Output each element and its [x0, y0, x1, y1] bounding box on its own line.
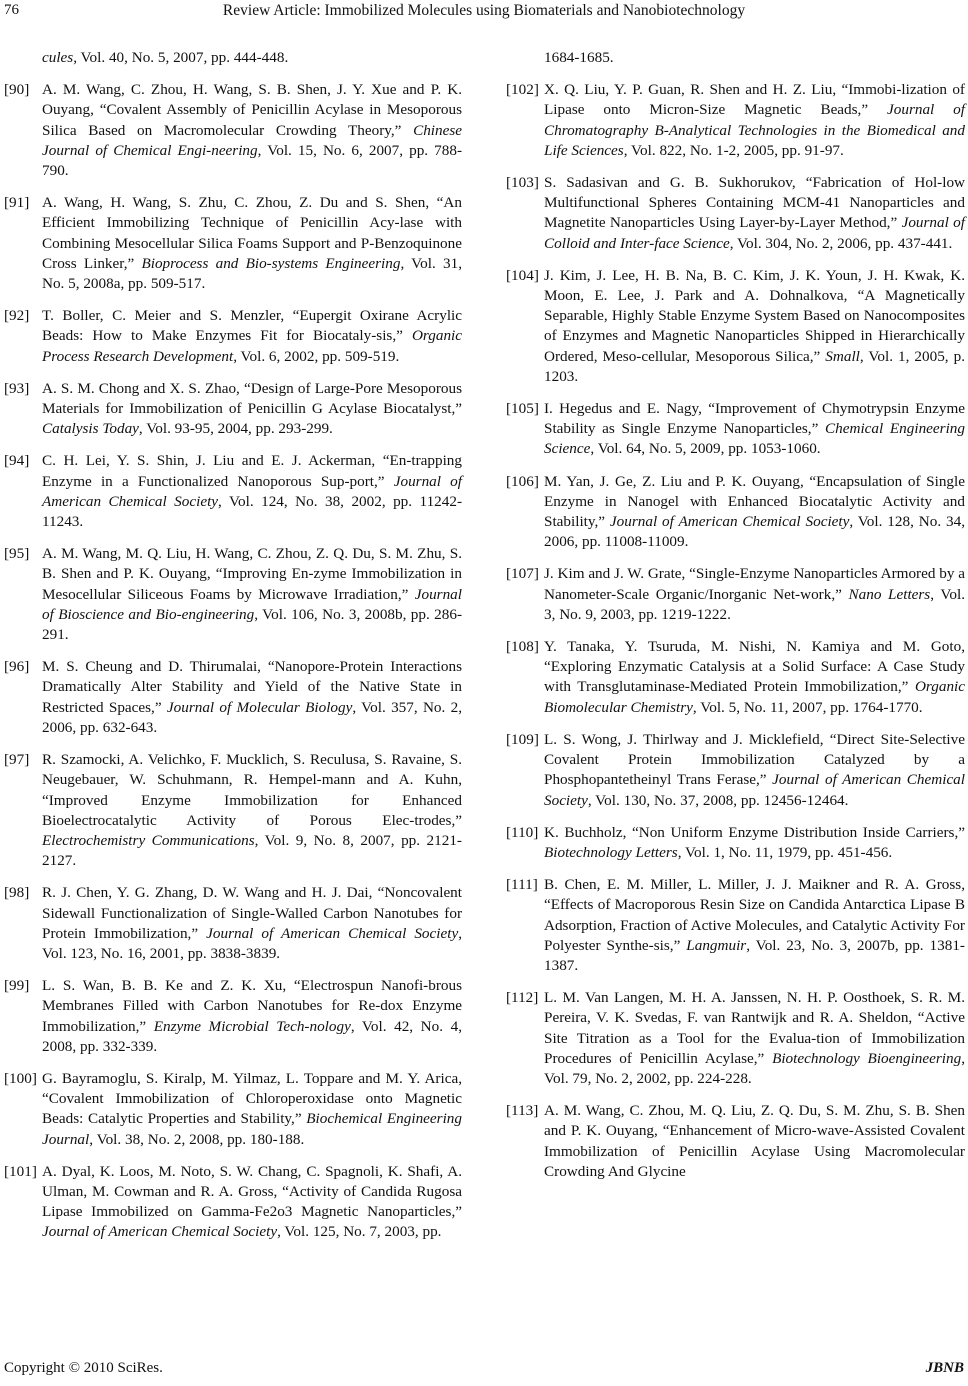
- reference-details: , Vol. 304, No. 2, 2006, pp. 437-441.: [729, 234, 953, 252]
- reference-journal: Biotechnology Letters: [544, 843, 678, 861]
- reference-details: , Vol. 31, No. 5, 2008a, pp. 509-517.: [42, 254, 462, 293]
- reference-journal: Enzyme Microbial Tech-nology: [153, 1017, 351, 1035]
- reference-entry: [4, 657, 462, 738]
- reference-number: [101]: [4, 1162, 37, 1180]
- reference-number: [90]: [4, 81, 30, 99]
- reference-number: [113]: [506, 1102, 539, 1120]
- reference-journal: Electrochemistry Communications: [42, 831, 255, 849]
- reference-details: , Vol. 93-95, 2004, pp. 293-299.: [138, 420, 333, 438]
- reference-details: , Vol. 64, No. 5, 2009, pp. 1053-1060.: [590, 440, 821, 458]
- reference-journal: Journal of Bioscience and Bio-engineering: [42, 585, 462, 623]
- reference-details: , Vol. 124, No. 38, 2002, pp. 11242-11243.: [42, 492, 462, 531]
- reference-details: , Vol. 822, No. 1-2, 2005, pp. 91-97.: [623, 141, 844, 159]
- reference-entry: [506, 80, 965, 161]
- reference-journal: Biochemical Engineering Journal: [42, 1110, 462, 1148]
- reference-authors-title: L. S. Wan, B. B. Ke and Z. K. Xu, “Electrospun Nanofi-brous Membranes Filled with Carbon Nanotubes for Re-dox Enzyme Immobilization,”: [42, 977, 462, 1035]
- reference-authors-title: M. Yan, J. Ge, Z. Liu and P. K. Ouyang, “Encapsulation of Single Enzyme in Nanogel with Enhanced Biocatalytic Activity and Stability,”: [544, 472, 965, 531]
- reference-journal: Nano Letters: [848, 585, 931, 603]
- reference-details: , Vol. 1, No. 11, 1979, pp. 451-456.: [677, 843, 893, 861]
- reference-journal: Organic Process Research Development: [42, 327, 462, 365]
- reference-details: , Vol. 15, No. 6, 2007, pp. 788-790.: [42, 141, 462, 180]
- reference-journal: Biotechnology Bioengineering: [772, 1049, 962, 1067]
- reference-details: , Vol. 23, No. 3, 2007b, pp. 1381-1387.: [544, 936, 965, 974]
- reference-authors-title: C. H. Lei, Y. S. Shin, J. Liu and E. J. Ackerman, “En-trapping Enzyme in a Functionalized Nanoporous Sup-port,”: [42, 452, 462, 490]
- reference-journal: Journal of Chromatography B-Analytical Technologies in the Biomedical and Life Sciences: [544, 101, 965, 159]
- reference-journal: Journal of American Chemical Society: [609, 513, 850, 531]
- reference-entry: [4, 1162, 462, 1243]
- right-column: [506, 48, 965, 1194]
- reference-number: [102]: [506, 81, 539, 99]
- continuation-text: 1684-1685.: [544, 49, 614, 66]
- reference-journal: Catalysis Today: [42, 420, 139, 438]
- reference-authors-title: Y. Tanaka, Y. Tsuruda, M. Nishi, N. Kamiya and M. Goto, “Exploring Enzymatic Catalysis at a Solid Surface: A Case Study with Transglutaminase-Mediated Protein Immobilization,”: [544, 638, 965, 696]
- reference-journal: Small: [825, 347, 860, 365]
- reference-entry: [4, 883, 462, 964]
- page-header: [0, 0, 968, 22]
- reference-entry: [506, 564, 965, 625]
- reference-authors-title: J. Kim, J. Lee, H. B. Na, B. C. Kim, J. K. Youn, J. H. Kwak, K. Moon, E. Lee, J. Park and A. Dohnalkova, “A Magnetically Separable, Highly Stable Enzyme System Based on Nanocomposites of Enzymes and Magnetic Nanoparticles Shipped in Hierarchically Ordered, Meso-cellular, Mesoporous Silica,”: [544, 266, 965, 365]
- left-column: [4, 48, 462, 1255]
- reference-journal: Journal of American Chemical Society: [206, 924, 459, 942]
- reference-entry: [4, 976, 462, 1057]
- reference-number: [109]: [506, 730, 539, 748]
- reference-journal: Bioprocess and Bio-systems Engineering: [141, 254, 401, 272]
- reference-details: , Vol. 1, 2005, p. 1203.: [544, 347, 965, 385]
- reference-entry: [506, 988, 965, 1089]
- reference-authors-title: A. Wang, H. Wang, S. Zhu, C. Zhou, Z. Du and S. Shen, “An Efficient Immobilizing Technique of Penicillin Acy-lase with Combining Mesocellular Silica Foams Support and P-Benzoquinone Cross Linker,”: [42, 194, 462, 272]
- reference-entry: [506, 266, 965, 387]
- reference-details: , Vol. 6, 2002, pp. 509-519.: [233, 347, 400, 365]
- reference-entry: [4, 451, 462, 532]
- reference-journal: Chinese Journal of Chemical Engi-neering: [42, 121, 462, 159]
- continuation-text: , Vol. 40, No. 5, 2007, pp. 444-448.: [73, 49, 289, 66]
- reference-details: , Vol. 123, No. 16, 2001, pp. 3838-3839.: [42, 924, 462, 962]
- reference-details: , Vol. 3, No. 9, 2003, pp. 1219-1222.: [544, 585, 965, 623]
- reference-authors-title: S. Sadasivan and G. B. Sukhorukov, “Fabrication of Hol-low Multifunctional Spheres Containing MCM-41 Nanoparticles and Magnetite Nanoparticles Using Layer-by-Layer Method,”: [544, 174, 965, 232]
- reference-authors-title: M. S. Cheung and D. Thirumalai, “Nanopore-Protein Interactions Dramatically Alter Stability and Yield of the Native State in Restricted Spaces,”: [42, 658, 462, 716]
- reference-number: [94]: [4, 452, 30, 470]
- reference-entry: [4, 379, 462, 440]
- reference-entry: [4, 750, 462, 871]
- reference-authors-title: T. Boller, C. Meier and S. Menzler, “Eupergit Oxirane Acrylic Beads: How to Make Enzymes Fit for Biocataly-sis,”: [42, 307, 462, 345]
- reference-continuation: [4, 48, 462, 68]
- reference-number: [100]: [4, 1069, 37, 1087]
- reference-entry: [4, 80, 462, 181]
- reference-details: , Vol. 130, No. 37, 2008, pp. 12456-12464.: [587, 791, 849, 809]
- reference-authors-title: R. J. Chen, Y. G. Zhang, D. W. Wang and H. J. Dai, “Noncovalent Sidewall Functionalization of Single-Walled Carbon Nanotubes for Protein Immobilization,”: [42, 884, 462, 942]
- reference-number: [97]: [4, 751, 30, 769]
- reference-number: [104]: [506, 266, 539, 284]
- reference-details: , Vol. 42, No. 4, 2008, pp. 332-339.: [42, 1017, 462, 1055]
- page-footer: [0, 1360, 968, 1384]
- reference-number: [93]: [4, 379, 30, 397]
- reference-authors-title: A. M. Wang, C. Zhou, H. Wang, S. B. Shen, J. Y. Xue and P. K. Ouyang, “Covalent Assembly of Penicillin Acylase in Mesoporous Silica Based on Macromolecular Crowding Theory,”: [42, 81, 462, 139]
- reference-authors-title: L. S. Wong, J. Thirlway and J. Micklefield, “Direct Site-Selective Covalent Protein Immobilization Catalyzed by a Phosphopantetheinyl Trans Ferase,”: [544, 730, 965, 789]
- reference-journal: Langmuir: [686, 936, 747, 954]
- reference-number: [108]: [506, 638, 539, 656]
- reference-number: [112]: [506, 989, 539, 1007]
- reference-number: [107]: [506, 565, 539, 583]
- reference-details: , Vol. 125, No. 7, 2003, pp.: [277, 1223, 442, 1241]
- reference-list-right: [506, 80, 965, 1182]
- reference-entry: [506, 399, 965, 460]
- reference-details: , Vol. 128, No. 34, 2006, pp. 11008-11009.: [544, 513, 965, 551]
- reference-journal: Journal of American Chemical Society: [42, 1223, 278, 1241]
- reference-journal: Organic Biomolecular Chemistry: [544, 678, 965, 716]
- reference-journal: Journal of Molecular Biology: [166, 698, 353, 716]
- reference-number: [106]: [506, 472, 539, 490]
- reference-number: [91]: [4, 194, 30, 212]
- reference-number: [95]: [4, 545, 30, 563]
- reference-authors-title: R. Szamocki, A. Velichko, F. Mucklich, S. Reculusa, S. Ravaine, S. Neugebauer, W. Schuhmann, R. Hempel-mann and A. Kuhn, “Improved Enzyme Immobilization for Enhanced Bioelectrocatalytic Activity of Porous Elec-trodes,”: [42, 751, 462, 829]
- reference-details: , Vol. 106, No. 3, 2008b, pp. 286-291.: [42, 605, 463, 644]
- reference-authors-title: J. Kim and J. W. Grate, “Single-Enzyme Nanoparticles Armored by a Nanometer-Scale Organic/Inorganic Net-work,”: [544, 565, 965, 603]
- reference-entry: [506, 823, 965, 863]
- reference-number: [110]: [506, 823, 539, 841]
- reference-number: [111]: [506, 876, 538, 894]
- reference-authors-title: A. S. M. Chong and X. S. Zhao, “Design of Large-Pore Mesoporous Materials for Immobilization of Penicillin G Acylase Biocatalyst,”: [42, 379, 462, 418]
- reference-entry: [4, 1069, 462, 1150]
- reference-details: , Vol. 79, No. 2, 2002, pp. 224-228.: [544, 1049, 965, 1087]
- reference-number: [103]: [506, 174, 539, 192]
- reference-number: [98]: [4, 884, 30, 902]
- reference-journal: Journal of Colloid and Inter-face Science: [544, 214, 965, 252]
- reference-details: , Vol. 9, No. 8, 2007, pp. 2121-2127.: [42, 831, 462, 870]
- reference-journal: Journal of American Chemical Society: [42, 472, 462, 510]
- reference-number: [92]: [4, 307, 30, 325]
- page-number: 76: [4, 2, 19, 18]
- reference-entry: [506, 1101, 965, 1182]
- reference-number: [105]: [506, 400, 539, 418]
- reference-details: , Vol. 38, No. 2, 2008, pp. 180-188.: [89, 1130, 305, 1148]
- journal-abbreviation: JBNB: [925, 1360, 964, 1376]
- reference-entry: [506, 472, 965, 553]
- reference-entry: [506, 637, 965, 718]
- reference-entry: [506, 173, 965, 254]
- reference-entry: [506, 730, 965, 811]
- copyright-notice: Copyright © 2010 SciRes.: [4, 1360, 163, 1376]
- reference-entry: [506, 875, 965, 976]
- reference-journal: Chemical Engineering Science: [544, 420, 965, 458]
- reference-number: [99]: [4, 977, 30, 995]
- reference-number: [96]: [4, 658, 30, 676]
- reference-authors-title: L. M. Van Langen, M. H. A. Janssen, N. H. P. Oosthoek, S. R. M. Pereira, V. K. Svedas, F. van Rantwijk and R. A. Sheldon, “Active Site Titration as a Tool for the Evalua-tion of Immobilization Procedures of Penicillin Acylase,”: [544, 989, 965, 1067]
- running-title: Review Article: Immobilized Molecules using Biomaterials and Nanobiotechnology: [222, 2, 746, 19]
- reference-details: , Vol. 5, No. 11, 2007, pp. 1764-1770.: [692, 698, 923, 716]
- reference-list-left: [4, 80, 462, 1242]
- reference-details: , Vol. 357, No. 2, 2006, pp. 632-643.: [42, 698, 462, 736]
- reference-continuation: [506, 48, 965, 68]
- reference-authors-title: K. Buchholz, “Non Uniform Enzyme Distribution Inside Carriers,”: [544, 823, 965, 841]
- reference-authors-title: B. Chen, E. M. Miller, L. Miller, J. J. Maikner and R. A. Gross, “Effects of Macroporous Resin Size on Candida Antarctica Lipase B Adsorption, Fraction of Active Molecules, and Catalytic Activity For Polyester Synthe-sis,”: [544, 876, 965, 954]
- reference-journal: Journal of American Chemical Society: [544, 771, 965, 809]
- reference-authors-title: X. Q. Liu, Y. P. Guan, R. Shen and H. Z. Liu, “Immobi-lization of Lipase onto Micron-Size Magnetic Beads,”: [544, 81, 965, 119]
- reference-entry: [4, 193, 462, 294]
- reference-authors-title: A. M. Wang, M. Q. Liu, H. Wang, C. Zhou, Z. Q. Du, S. M. Zhu, S. B. Shen and P. K. Ouyang, “Improving En-zyme Immobilization in Mesocellular Siliceous Foams by Microwave Irradiation,”: [42, 545, 462, 603]
- reference-entry: [4, 544, 462, 645]
- reference-authors-title: I. Hegedus and E. Nagy, “Improvement of Chymotrypsin Enzyme Stability as Single Enzyme Nanoparticles,”: [544, 400, 965, 438]
- reference-authors-title: G. Bayramoglu, S. Kiralp, M. Yilmaz, L. Toppare and M. Y. Arica, “Covalent Immobilization of Chloroperoxidase onto Magnetic Beads: Catalytic Properties and Stability,”: [42, 1069, 462, 1128]
- continuation-journal: cules: [42, 49, 74, 66]
- reference-entry: [4, 306, 462, 367]
- reference-authors-title: A. M. Wang, C. Zhou, M. Q. Liu, Z. Q. Du, S. M. Zhu, S. B. Shen and P. K. Ouyang, “Enhancement of Micro-wave-Assisted Covalent Immobilization of Penicillin Acylase Using Macromolecular Crowding And Glycine: [544, 1102, 965, 1180]
- reference-authors-title: A. Dyal, K. Loos, M. Noto, S. W. Chang, C. Spagnoli, K. Shafi, A. Ulman, M. Cowman and R. A. Gross, “Activity of Candida Rugosa Lipase Immobilized on Gamma-Fe2o3 Magnetic Nanoparticles,”: [42, 1162, 462, 1221]
